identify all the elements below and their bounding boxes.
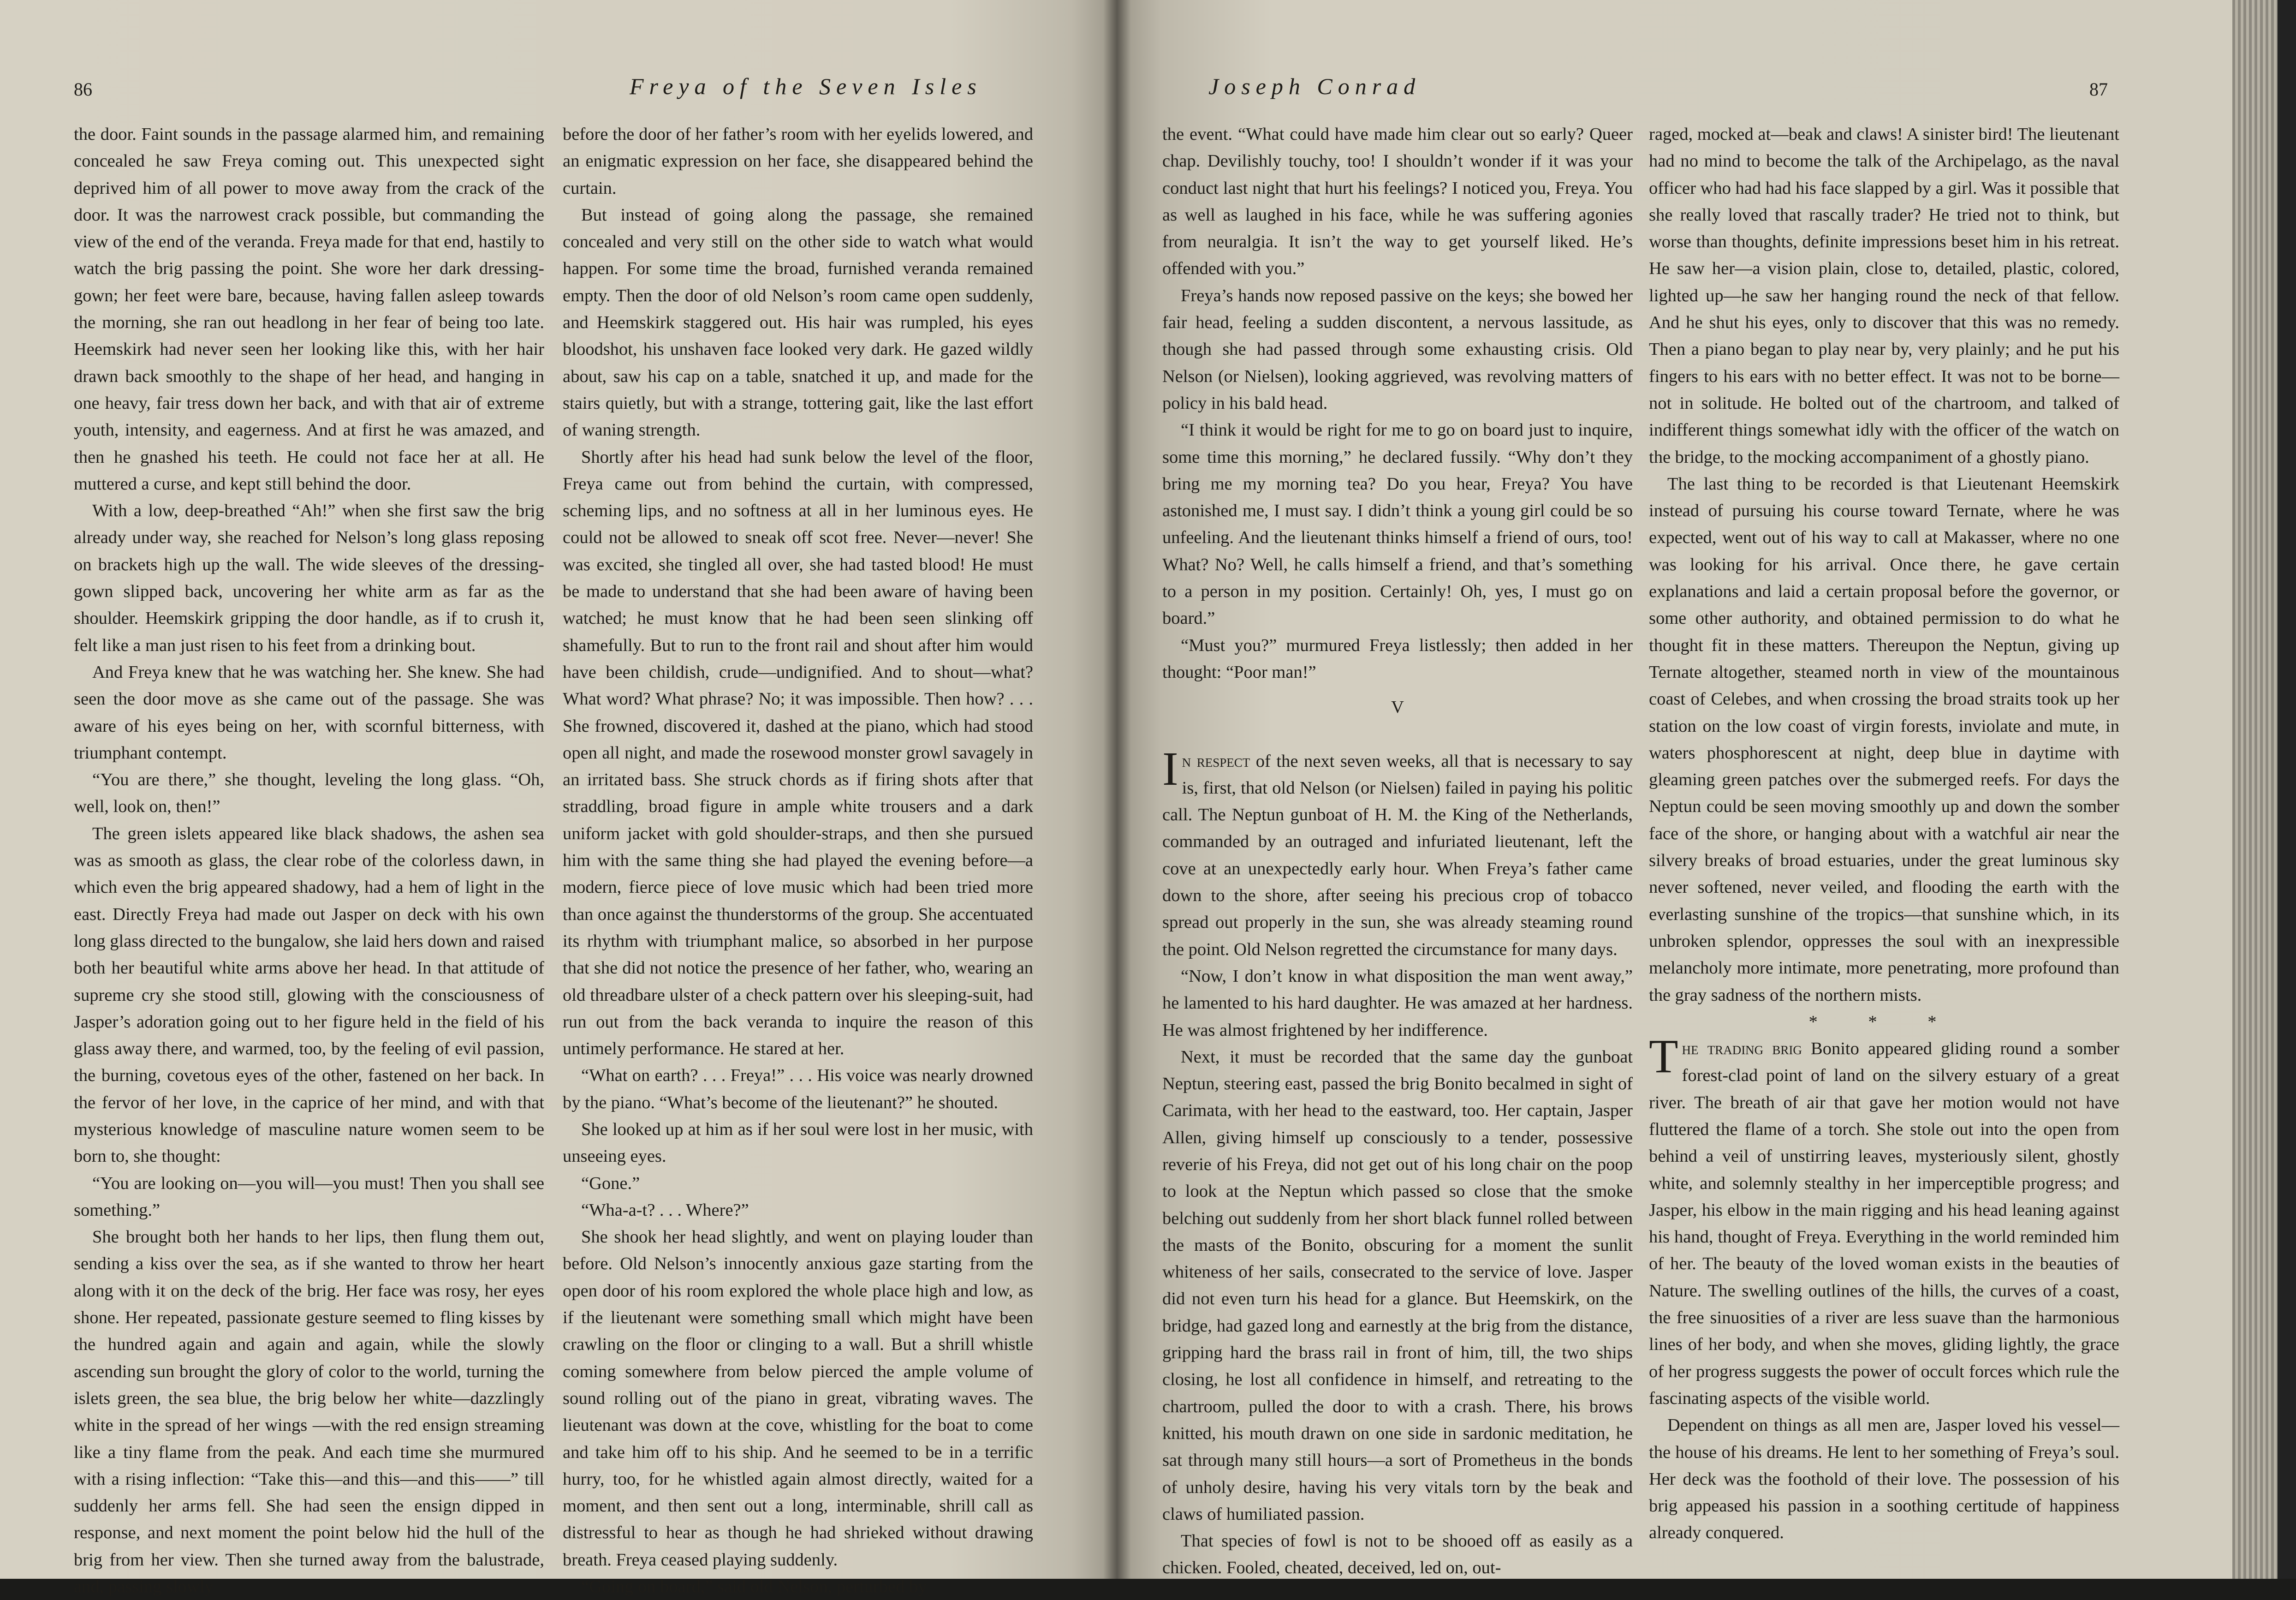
right-column-1	[1162, 121, 1633, 1582]
paragraph: raged, mocked at—beak and claws! A sinister bird! The lieutenant had no mind to become the talk of the Archipelago, as the naval officer who had had his face slapped by a girl. Was it possible that she really loved that rascally trader? He tried not to think, but worse than thoughts, definite impressions beset him in his retreat. He saw her—a vision plain, close to, detailed, plastic, colored, lighted up—he saw her hanging round the neck of that fellow. And he shut his eyes, only to discover that this was no remedy. Then a piano began to play near by, very plainly; and he put his fingers to his ears with no better effect. It was not to be borne—not in solitude. He bolted out of the chartroom, and talked of indifferent things somewhat idly with the officer of the watch on the bridge, to the mocking accompaniment of a ghostly piano.	[1649, 125, 2119, 467]
running-head-right: Joseph Conrad	[1208, 73, 1421, 99]
paragraph: “You are looking on—you will—you must! Then you shall see something.”	[74, 1173, 544, 1220]
paragraph: She brought both her hands to her lips, then flung them out, sending a kiss over the sea, as if she wanted to throw her heart along with it on the deck of the brig. Her face was rosy, her eyes shone. Her repeated, passionate gesture seemed to fling kisses by the hundred again and again and again, while the slowly ascending sun brought the glory of color to the world, turning the islets green, the sea blue, the brig below her white—dazzlingly white in the spread of her wings —with the red ensign streaming like a tiny flame from the peak. And each time she murmured with a rising inflection: “Take this—and this—and this——” till suddenly her arms fell. She had seen the ensign dipped in response, and next moment the point below hid the hull of the brig from her view. Then she turned away from the balustrade, and, passing slowly	[74, 1227, 544, 1597]
paragraph: She shook her head slightly, and went on playing louder than before. Old Nelson’s innocently anxious gaze starting from the open door of his room explored the whole place high and low, as if the lieutenant were something small which might have been crawling on the floor or clinging to a wall. But a shrill whistle coming somewhere from below pierced the ample volume of sound rolling out of the piano in great, vibrating waves. The lieutenant was down at the cove, whistling for the boat to come and take him off to his ship. And he seemed to be in a terrific hurry, too, for he whistled again almost directly, waited for a moment, and then sent out a long, interminable, shrill call as distressful to hear as though he had shrieked without drawing breath. Freya ceased playing suddenly.	[563, 1227, 1033, 1570]
subsection-opening-text: Bonito appeared gliding round a somber forest-clad point of land on the silvery estuary of a great river. The breath of air that gave her motion would not have fluttered the flame of a torch. She stole out into the open from behind a veil of unstirring leaves, mysteriously silent, ghostly white, and solemnly stealthy in her imperceptible progress; and Jasper, his elbow in the main rigging and his head leaning against his hand, thought of Freya. Everything in the world reminded him of her. The beauty of the loved woman exists in the beauties of Nature. The swelling outlines of the hills, the curves of a coast, the free sinuosities of a river are less suave than the harmonious lines of her body, and when she moves, gliding lightly, the grace of her progress suggests the power of occult forces which rule the fascinating aspects of the visible world.	[1649, 1039, 2119, 1408]
paragraph: Shortly after his head had sunk below the level of the floor, Freya came out from behind the curtain, with compressed, scheming lips, and no softness at all in her luminous eyes. He could not be allowed to sneak off scot free. Never—never! She was excited, she tingled all over, she had tasted blood! He must be made to understand that she had been aware of having been watched; he must know that he had been seen slinking off shamefully. But to run to the front rail and shout after him would have been childish, crude—undignified. And to shout—what? What word? What phrase? No; it was impossible. Then how? . . . She frowned, discovered it, dashed at the piano, which had stood open all night, and made the rosewood monster growl savagely in an irritated bass. She struck chords as if firing shots after that straddling, broad figure in ample white trousers and a dark uniform jacket with gold shoulder-straps, and then she pursued him with the same thing she had played the evening before—a modern, fierce piece of love music which had been tried more than once against the thunderstorms of the group. She accentuated its rhythm with triumphant malice, so absorbed in her purpose that she did not notice the presence of her father, who, wearing an old threadbare ulster of a check pattern over his sleeping-suit, had run out from the back veranda to inquire the reason of this untimely performance. He stared at her.	[563, 447, 1033, 1059]
paragraph: “What on earth? . . . Freya!” . . . His voice was nearly drowned by the piano. “What’s become of the lieutenant?” he shouted.	[563, 1066, 1033, 1112]
paragraph: Dependent on things as all men are, Jasper loved his vessel—the house of his dreams. He lent to her something of Freya’s soul. Her deck was the foothold of their love. The possession of his brig appeased his passion in a soothing certitude of happiness already conquered.	[1649, 1415, 2119, 1543]
paragraph: With a low, deep-breathed “Ah!” when she first saw the brig already under way, she reached for Nelson’s long glass reposing on brackets high up the wall. The wide sleeves of the dressing-gown slipped back, uncovering her white arm as far as the shoulder. Heemskirk gripping the door handle, as if to crush it, felt like a man just risen to his feet from a drinking bout.	[74, 501, 544, 655]
paragraph: And Freya knew that he was watching her. She knew. She had seen the door move as she came out of the passage. She was aware of his eyes being on her, with scornful bitterness, with triumphant contempt.	[74, 662, 544, 763]
right-page	[1116, 0, 2232, 1579]
section-number: V	[1391, 698, 1404, 717]
paragraph: That species of fowl is not to be shooed off as easily as a chicken. Fooled, cheated, deceived, led on, out-	[1162, 1531, 1633, 1578]
paragraph: “Gone.”	[581, 1173, 640, 1193]
subsection-opening-paragraph	[1649, 1030, 2119, 1412]
page-number-right: 87	[2089, 79, 2108, 100]
paragraph: The green islets appeared like black shadows, the ashen sea was as smooth as glass, the clear robe of the colorless dawn, in which even the brig appeared shadowy, had a hem of light in the east. Directly Freya had made out Jasper on deck with his own long glass directed to the bungalow, she laid hers down and raised both her beautiful white arms above her head. In that attitude of supreme cry she stood still, glowing with the consciousness of Jasper’s adoration going out to her figure held in the field of his glass away there, and warmed, too, by the feeling of evil passion, the burning, covetous eyes of the other, fastened on her back. In the fervor of her love, in the caprice of her mind, and with that mysterious knowledge of masculine nature women seem to be born to, she thought:	[74, 824, 544, 1166]
page-edges	[2232, 0, 2296, 1579]
paragraph: Next, it must be recorded that the same day the gunboat Neptun, steering east, passed the brig Bonito becalmed in sight of Carimata, with her head to the eastward, too. Her captain, Jasper Allen, giving himself up consciously to a tender, possessive reverie of his Freya, did not get out of his long chair on the poop to look at the Neptun which passed so close that the smoke belching out suddenly from her short black funnel rolled between the masts of the Bonito, obscuring for a moment the sunlit whiteness of her sails, consecrated to the service of love. Jasper did not even turn his head for a glance. But Heemskirk, on the bridge, had gazed long and earnestly at the brig from the distance, gripping hard the brass rail in front of him, till, the two ships closing, he lost all confidence in himself, and retreating to the chartroom, pulled the door to with a crash. There, his brows knitted, his mouth drawn on one side in sardonic meditation, he sat through many still hours—a sort of Prometheus in the bonds of unholy desire, having his very vitals torn by the beak and claws of humiliated passion.	[1162, 1047, 1633, 1524]
paragraph: “Wha-a-t? . . . Where?”	[581, 1200, 749, 1220]
right-column-2	[1649, 121, 2119, 1546]
left-column-2	[563, 121, 1033, 1600]
paragraph: the event. “What could have made him clear out so early? Queer chap. Devilishly touchy, too! I shouldn’t wonder if it was your conduct last night that hurt his feelings? I noticed you, Freya. You as well as laughed in his face, while he was suffering agonies from neuralgia. It isn’t the way to get yourself liked. He’s offended with you.”	[1162, 125, 1633, 279]
section-separator: * * *	[1808, 1012, 1960, 1032]
paragraph: She looked up at him as if her soul were lost in her music, with unseeing eyes.	[563, 1119, 1033, 1166]
paragraph: The last thing to be recorded is that Lieutenant Heemskirk instead of pursuing his course toward Ternate, where he was expected, went out of his way to call at Makasser, where no one was looking for his arrival. Once there, he gave certain explanations and laid a certain proposal before the governor, or some other authority, and obtained permission to do what he thought fit in these matters. Thereupon the Neptun, giving up Ternate altogether, steamed north in view of the mountainous coast of Celebes, and when crossing the broad straits took up her station on the low coast of virgin forests, inviolate and mute, in waters phosphorescent at night, deep blue in daytime with gleaming green patches over the submerged reefs. For days the Neptun could be seen moving smoothly up and down the somber face of the shore, or hanging about with a watchful air near the silvery breaks of broad estuaries, under the great luminous sky never softened, never veiled, and flooding the earth with the everlasting sunshine of the tropics—that sunshine which, in its unbroken splendor, oppresses the soul with an inexpressible melancholy more intimate, more penetrating, more profound than the gray sadness of the northern mists.	[1649, 474, 2119, 1005]
paragraph: “You are there,” she thought, leveling the long glass. “Oh, well, look on, then!”	[74, 770, 544, 817]
section-opening-words: In respect	[1162, 742, 1250, 795]
paragraph: “Must you?” murmured Freya listlessly; then added in her thought: “Poor man!”	[1162, 635, 1633, 682]
page-number-left: 86	[74, 79, 92, 100]
section-opening-paragraph	[1162, 742, 1633, 963]
paragraph: “Now, I don’t know in what disposition the man went away,” he lamented to his hard daughter. He was amazed at her hardness. He was almost frightened by her indifference.	[1162, 966, 1633, 1040]
running-head-left: Freya of the Seven Isles	[630, 73, 982, 99]
book-gutter	[1103, 0, 1131, 1579]
left-page	[0, 0, 1116, 1597]
paragraph: Freya’s hands now reposed passive on the keys; she bowed her fair head, feeling a sudden discontent, a nervous lassitude, as though she had passed through some exhausting crisis. Old Nelson (or Nielsen), looking aggrieved, was revolving matters of policy in his bald head.	[1162, 286, 1633, 413]
left-column-1	[74, 121, 544, 1600]
paragraph: But instead of going along the passage, she remained concealed and very still on the other side to watch what would happen. For some time the broad, furnished veranda remained empty. Then the door of old Nelson’s room came open suddenly, and Heemskirk staggered out. His hair was rumpled, his eyes bloodshot, his unshaven face looked very dark. He gazed wildly about, saw his cap on a table, snatched it up, and made for the stairs quietly, but with a strange, tottering gait, like the last effort of waning strength.	[563, 205, 1033, 440]
paragraph: “I think it would be right for me to go on board just to inquire, some time this morning,” he declared fussily. “Why don’t they bring me my morning tea? Do you hear, Freya? You have astonished me, I must say. I didn’t think a young girl could be so unfeeling. And the lieutenant thinks himself a friend of ours, too! What? No? Well, he calls himself a friend, and that’s something to a person in my position. Certainly! Oh, yes, I must go on board.”	[1162, 420, 1633, 628]
paragraph: the door. Faint sounds in the passage alarmed him, and remaining concealed he saw Freya coming out. This unexpected sight deprived him of all power to move away from the crack of the door. It was the narrowest crack possible, but commanding the view of the end of the veranda. Freya made for that end, hastily to watch the brig passing the point. She wore her dark dressing-gown; her feet were bare, because, having fallen asleep towards the morning, she ran out headlong in her fear of being too late. Heemskirk had never seen her looking like this, with her hair drawn back smoothly to the shape of her head, and hanging in one heavy, fair tress down her back, and with that air of extreme youth, intensity, and eagerness. And at first he was amazed, and then he gnashed his teeth. He could not face her at all. He muttered a curse, and kept still behind the door.	[74, 125, 544, 494]
paragraph: before the door of her father’s room with her eyelids lowered, and an enigmatic expression on her face, she disappeared behind the curtain.	[563, 125, 1033, 198]
section-opening-text: of the next seven weeks, all that is necessary to say is, first, that old Nelson (or Nielsen) failed in paying his politic call. The Neptun gunboat of H. M. the King of the Netherlands, commanded by an outraged and infuriated lieutenant, left the cove at an unexpectedly early hour. When Freya’s father came down to the shore, after seeing his precious crop of tobacco spread out properly in the sun, she was already steaming round the point. Old Nelson regretted the circumstance for many days.	[1162, 751, 1633, 959]
paragraph: “Going on board,” said old Nelson, perturbed by	[581, 1577, 927, 1597]
subsection-opening-words: The trading brig	[1649, 1030, 1802, 1083]
